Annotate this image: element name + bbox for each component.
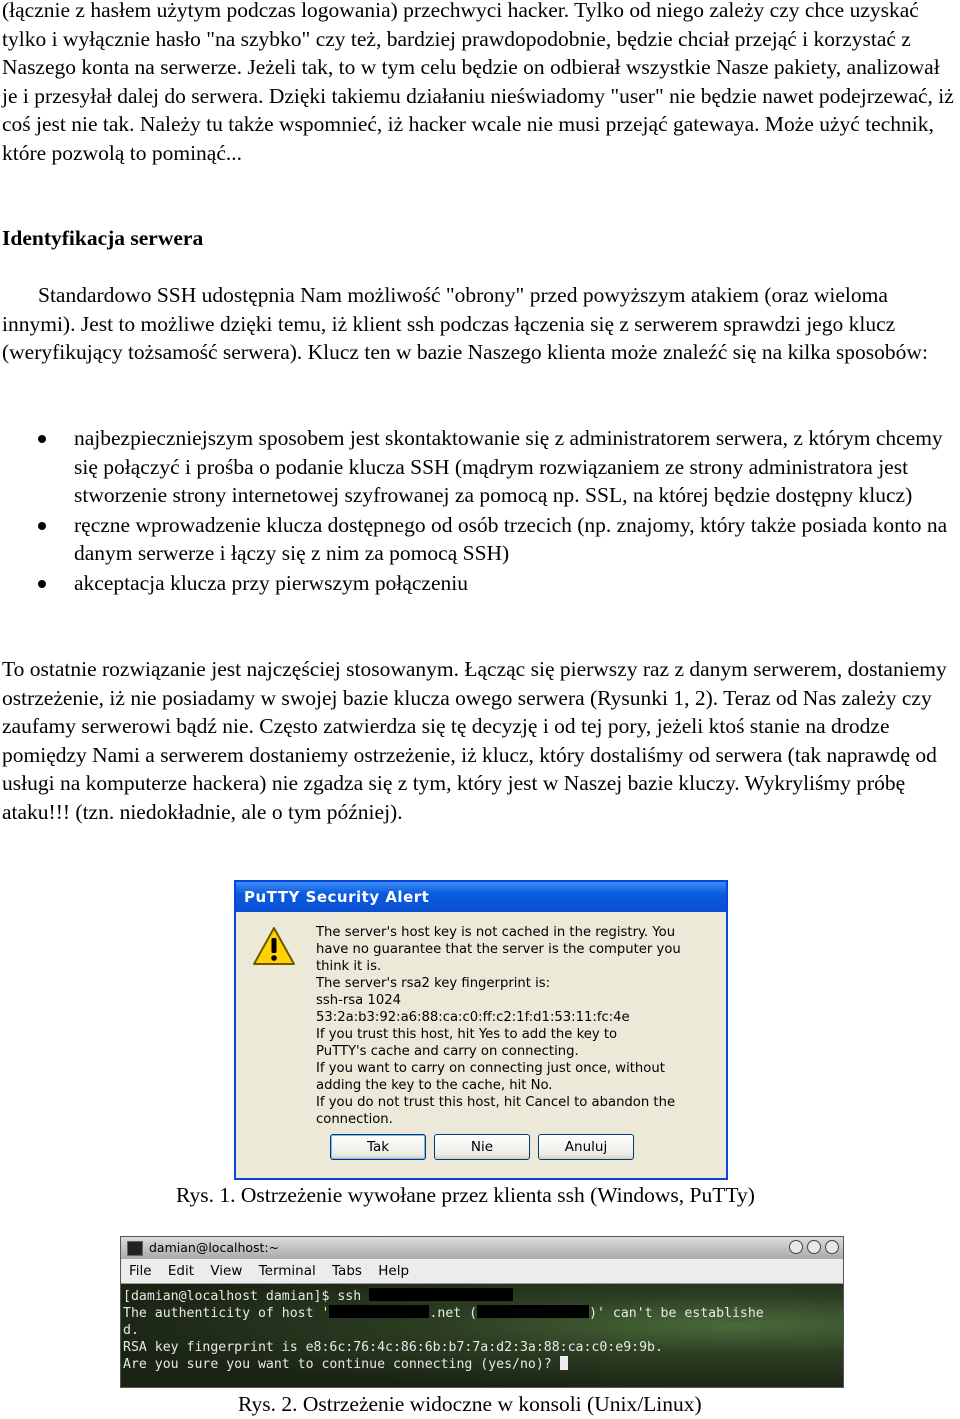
- terminal-line: d.: [123, 1323, 139, 1338]
- dialog-message: The server's host key is not cached in the registry. You have no guarantee that the server is the computer you think it is. The server's rsa2 key fingerprint is: ssh-rsa 1024 53:2a:b3:92:a6:88:ca:c0:ff:c2:1f:d1:53:11:fc:4e If you trust this host, hit Yes to add the key to PuTTY's cache and carry on connecting. If you want to carry on connecting just once, without adding the key to the cache, hit No. If you do not trust this host, hit Cancel to abandon the connection.: [316, 925, 681, 1127]
- terminal-icon: [127, 1241, 143, 1256]
- terminal-titlebar: [121, 1237, 843, 1259]
- terminal-line: The authenticity of host ' .net ( )' can't be establishe: [123, 1306, 764, 1321]
- list-item: ręczne wprowadzenie klucza dostępnego od osób trzecich (np. znajomy, który także posiada konto na danym serwerze i łączy się z nim za pomocą SSH): [0, 511, 958, 568]
- cancel-button[interactable]: Anuluj: [538, 1134, 634, 1160]
- terminal-title: damian@localhost:~: [149, 1240, 280, 1255]
- no-button[interactable]: Nie: [434, 1134, 530, 1160]
- bullet-icon: [38, 435, 46, 443]
- redaction-bar: [369, 1288, 513, 1301]
- menu-edit[interactable]: Edit: [167, 1263, 195, 1279]
- paragraph-conclusion: To ostatnie rozwiązanie jest najczęściej stosowanym. Łącząc się pierwszy raz z danym serwerem, dostaniemy ostrzeżenie, iż nie posiadamy w swojej bazie klucza owego serwera (Rysunki 1, 2). Teraz od Nas zależy czy zaufamy serwerowi bądź nie. Często zatwierdza się tę decyzję i od tej pory, jeżeli ktoś stanie na drodze pomiędzy Nami a serwerem dostaniemy ostrzeżenie, iż klucz, który dostaliśmy od serwera (tak naprawdę od usługi na komputerze hackera) nie zgadza się z tym, który jest w Naszej bazie kluczy. Wykryliśmy próbę ataku!!! (tzn. niedokładnie, ale o tym później).: [2, 657, 947, 824]
- paragraph-identification: Standardowo SSH udostępnia Nam możliwość "obrony" przed powyższym atakiem (oraz wieloma innymi). Jest to możliwe dzięki temu, iż klient ssh podczas łączenia się z serwerem sprawdzi jego klucz (weryfikujący tożsamość serwera). Klucz ten w bazie Naszego klienta może znaleźć się na kilka sposobów:: [2, 283, 928, 364]
- dialog-title: PuTTY Security Alert: [236, 882, 726, 912]
- terminal-screen[interactable]: [121, 1284, 843, 1387]
- figure-caption-1: Rys. 1. Ostrzeżenie wywołane przez klienta ssh (Windows, PuTTy): [176, 1183, 755, 1207]
- terminal-line: RSA key fingerprint is e8:6c:76:4c:86:6b:b7:7a:d2:3a:88:ca:c0:e9:9b.: [123, 1340, 663, 1355]
- putty-security-alert-dialog: [234, 880, 728, 1180]
- list-item: najbezpieczniejszym sposobem jest skontaktowanie się z administratorem serwera, z którym chcemy się połączyć i prośba o podanie klucza SSH (mądrym rozwiązaniem ze strony administratora jest stworzenie strony internetowej szyfrowanej za pomocą np. SSL, na której będzie dostępny klucz): [0, 424, 958, 510]
- menu-help[interactable]: Help: [378, 1263, 410, 1279]
- menu-file[interactable]: File: [129, 1263, 152, 1279]
- bullet-icon: [38, 580, 46, 588]
- redaction-bar: [329, 1305, 429, 1318]
- yes-button[interactable]: Tak: [330, 1134, 426, 1160]
- menu-terminal[interactable]: Terminal: [258, 1263, 316, 1279]
- cursor: [560, 1356, 568, 1370]
- menu-view[interactable]: View: [210, 1263, 243, 1279]
- figure-caption-2: Rys. 2. Ostrzeżenie widoczne w konsoli (Unix/Linux): [238, 1392, 702, 1416]
- maximize-icon[interactable]: [807, 1240, 821, 1254]
- close-icon[interactable]: [825, 1240, 839, 1254]
- paragraph-intro: (łącznie z hasłem użytym podczas logowania) przechwyci hacker. Tylko od niego zależy czy chce uzyskać tylko i wyłącznie hasło "na szybko" czy też, bardziej prawdopodobnie, będzie chciał przejąć i korzystać z Naszego konta na serwerze. Jeżeli tak, to w tym celu będzie on odbierał wszystkie Nasze pakiety, analizował je i przesyłał dalej do serwera. Dzięki takiemu działaniu nieświadomy "user" nie będzie nawet podejrzewać, iż coś jest nie tak. Należy tu także wspomnieć, iż hacker wcale nie musi przejąć gatewaya. Może użyć technik, które pozwolą to pominąć...: [2, 0, 954, 165]
- bullet-icon: [38, 522, 46, 530]
- warning-icon: [252, 926, 296, 966]
- menu-tabs[interactable]: Tabs: [332, 1263, 362, 1279]
- terminal-line: Are you sure you want to continue connecting (yes/no)?: [123, 1356, 843, 1373]
- bullet-list: [0, 424, 958, 598]
- minimize-icon[interactable]: [789, 1240, 803, 1254]
- list-item: akceptacja klucza przy pierwszym połączeniu: [0, 569, 958, 598]
- section-heading: Identyfikacja serwera: [2, 226, 204, 250]
- terminal-menubar: [121, 1259, 843, 1284]
- redaction-bar: [477, 1305, 589, 1318]
- terminal-window: [120, 1236, 844, 1388]
- terminal-line: [damian@localhost damian]$ ssh: [123, 1288, 843, 1305]
